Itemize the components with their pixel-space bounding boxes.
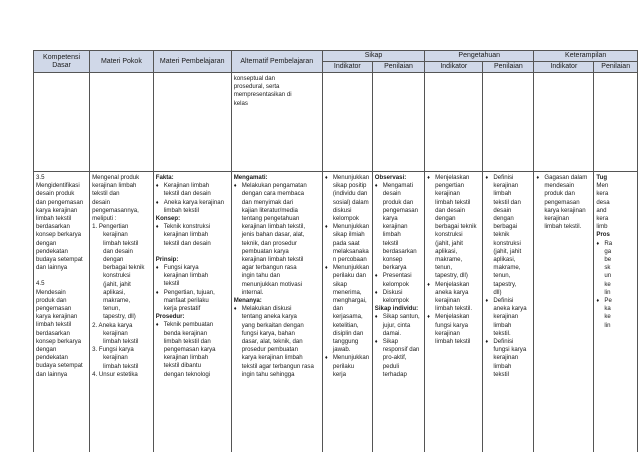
header-keterampilan: Keterampilan <box>534 51 638 62</box>
text-line: limbah tekstil <box>103 338 139 346</box>
text-line: yang berkaitan dengan <box>241 321 304 329</box>
cell-ket-penilaian <box>594 172 638 452</box>
text-line: menghargai, <box>332 297 367 305</box>
text-line: makrame, <box>103 297 131 305</box>
text-line: aneka karya <box>435 288 469 296</box>
header-peng-indikator: Indikator <box>425 62 483 73</box>
text-line: ♦ Sikap <box>375 338 422 346</box>
text-line <box>156 248 229 256</box>
text-line: budaya setempat <box>36 256 83 264</box>
text-line: Observasi: <box>374 174 407 181</box>
header-kompetensi-line1: Kompetensi <box>43 53 81 61</box>
text-line: terhadap <box>382 370 407 378</box>
text-line: ♦ Teknik pembuatan <box>156 321 229 329</box>
cell-peng-penilaian <box>483 172 534 452</box>
text-line: ♦ Gagasan dalam <box>536 174 591 182</box>
text-line: kerajinan limbah tekstil, <box>241 223 306 231</box>
text-line: (jahit, jahit <box>435 239 463 247</box>
text-line: konstruksi <box>103 272 131 280</box>
text-line: kerajinan <box>493 313 519 321</box>
text-line: tapestry, dll) <box>435 272 468 280</box>
text-line: dengan <box>36 346 57 354</box>
cell-ket-indikator <box>534 172 594 452</box>
text-line: produk dan <box>36 296 67 304</box>
text-line: pro-aktif, <box>382 354 407 362</box>
text-line: ♦ Menunjukkan <box>325 223 370 231</box>
text-line: internal. <box>241 288 264 296</box>
text-line: limbah tekstil dan <box>163 337 211 345</box>
text-line: ke <box>604 313 611 321</box>
text-line: pendekatan <box>36 354 68 362</box>
text-line: sikap positip <box>332 182 367 190</box>
text-line: kerajinan <box>103 231 128 239</box>
text-line: dengan <box>103 256 124 264</box>
text-line: Mengamati: <box>233 174 268 181</box>
text-line: kerja prestatif <box>163 305 201 313</box>
text-line: pengemasan <box>382 206 419 214</box>
text-line: perilaku dan <box>332 272 367 280</box>
header-kompetensi-line2: Dasar <box>52 61 71 69</box>
text-line: kelompok <box>382 297 409 305</box>
text-line: makrame, <box>493 264 521 272</box>
text-line: berbagai teknik <box>103 264 145 272</box>
text-line: konseptual dan <box>233 75 276 82</box>
header-sikap-indikator: Indikator <box>322 62 372 73</box>
text-line: konstruksi <box>435 231 463 239</box>
text-line: dan pengemasan <box>36 198 84 206</box>
text-line: 3. Fungsi karya <box>92 346 134 354</box>
text-line: limbah <box>382 231 401 239</box>
text-line: melaksanaka <box>332 247 369 255</box>
text-line: limbah tekstil <box>435 338 471 346</box>
text-line: mendesain <box>544 182 575 190</box>
text-line: makrame, <box>435 256 463 264</box>
text-line: kerajinan <box>382 223 408 231</box>
text-line: n percobaan <box>332 256 367 264</box>
text-line: pengemasan karya <box>163 346 216 354</box>
text-line: produk dan <box>544 190 575 198</box>
text-line: kerajinan <box>493 354 519 362</box>
text-line: sk <box>604 264 611 272</box>
text-line: be <box>604 256 612 264</box>
text-line: karya <box>382 215 398 223</box>
text-line: berdasarkan <box>36 223 70 231</box>
text-line: limbah <box>493 321 512 329</box>
text-line: desain <box>382 190 401 198</box>
text-line: pembuatan karya <box>241 247 289 255</box>
text-line: produk dan <box>382 198 414 206</box>
text-line: desain produk <box>36 190 75 198</box>
text-line: tanggung <box>332 338 359 346</box>
text-line: limb <box>596 223 608 231</box>
text-line: aplikasi, <box>493 256 516 264</box>
text-line: limbah tekstil <box>103 362 139 370</box>
text-line: 1. Pengertian <box>92 223 129 231</box>
text-line: ♦ Presentasi <box>375 272 422 280</box>
header-materi-pokok: Materi Pokok <box>90 51 154 73</box>
text-line: limbah tekstil <box>103 239 139 247</box>
cell-sikap-indikator <box>322 172 372 452</box>
text-line: dengan <box>493 215 514 223</box>
text-line: manfaat perilaku <box>163 296 209 304</box>
cell-sikap-penilaian <box>372 73 424 172</box>
cell-kompetensi <box>34 73 90 172</box>
text-line: Tug <box>596 174 608 181</box>
cell-ket-penilaian <box>594 73 638 172</box>
text-line: ♦ Menunjukkan <box>325 354 370 362</box>
text-line: limbah tekstil <box>163 206 199 214</box>
text-line: pengertian <box>435 182 464 190</box>
text-line: kelompok <box>332 215 359 223</box>
cell-alternatif <box>231 73 322 172</box>
cell-kompetensi <box>34 172 90 452</box>
text-line: desain <box>92 198 111 206</box>
text-line: Mengenal produk <box>92 174 140 181</box>
text-line: ♦ Pengertian, tujuan, <box>156 289 229 297</box>
text-line: Mendesain <box>36 288 66 296</box>
text-line: lin <box>604 288 611 296</box>
text-line: kerajinan <box>544 215 570 223</box>
text-line: Sikap individu: <box>374 305 419 313</box>
text-line: kera <box>596 215 609 223</box>
cell-materi-pembelajaran <box>153 73 231 172</box>
text-line: ingin tahu sehingga <box>241 370 295 378</box>
text-line: kajian literatur/media <box>241 206 298 214</box>
text-line: jujur, cinta <box>382 321 411 329</box>
text-line: pengemasannya, <box>92 206 139 214</box>
table-row <box>34 73 638 172</box>
text-line: berdasarkan <box>382 247 417 255</box>
text-line: kerajinan <box>435 297 460 305</box>
text-line: 2. Aneka karya <box>92 321 133 329</box>
text-line: ♦ Melakukan pengamatan <box>234 182 320 190</box>
text-line: limbah tekstil <box>36 321 72 329</box>
text-line: konsep <box>382 256 403 264</box>
header-alternatif-pembelajaran: Alternatif Pembelajaran <box>231 51 322 73</box>
text-line: prosedur pembuatan <box>241 346 298 354</box>
text-line: tapestry, <box>493 280 517 288</box>
text-line: tentang aneka karya <box>241 313 297 321</box>
table-row <box>34 172 638 452</box>
text-line: Konsep: <box>155 215 181 223</box>
text-line: agar terbangun rasa <box>241 264 297 272</box>
text-line: Fakta: <box>155 174 174 181</box>
text-line: aneka karya <box>493 305 527 313</box>
text-line: sosial) dalam <box>332 198 369 206</box>
text-line: sikap ilmiah <box>332 231 365 239</box>
cell-alternatif <box>231 172 322 452</box>
text-line: kerajinan limbah tekstil <box>241 256 304 264</box>
text-line: ♦ Menunjukkan <box>325 174 370 182</box>
text-line: kerajinan limbah <box>92 182 137 190</box>
text-line: kerja <box>332 370 347 378</box>
text-line: and <box>596 206 607 214</box>
text-line: kerajinan <box>103 329 128 337</box>
text-line: ♦ Menjelaskan <box>427 313 480 321</box>
text-line: ♦ Kerajinan limbah <box>156 182 229 190</box>
text-line: kerajinan <box>435 329 460 337</box>
text-line: budaya setempat <box>36 362 83 370</box>
text-line: konsep berkarya <box>36 337 82 345</box>
header-row-1 <box>34 51 638 62</box>
text-line: dan desain <box>103 247 133 255</box>
header-ket-penilaian: Penilaian <box>594 62 638 73</box>
text-line: ♦ Aneka karya kerajinan <box>156 199 229 207</box>
text-line: kelas <box>233 99 248 107</box>
header-peng-penilaian: Penilaian <box>483 62 534 73</box>
text-line: limbah tekstil. <box>435 305 473 313</box>
text-line: pengemasan <box>544 198 580 206</box>
cell-peng-indikator <box>425 73 483 172</box>
cell-peng-indikator <box>425 172 483 452</box>
text-line: tentang pengetahuan <box>241 215 300 223</box>
text-line: kera <box>596 190 609 198</box>
text-line: fungsi karya <box>493 346 527 354</box>
text-line: ♦ Teknik konstruksi <box>156 223 229 231</box>
text-line: tekstil <box>493 370 509 378</box>
cell-sikap-indikator <box>322 73 372 172</box>
header-kompetensi-dasar <box>34 51 90 73</box>
text-line: tekstil dan <box>92 190 120 198</box>
text-line: damai. <box>382 329 402 337</box>
text-line: ♦ Diskusi <box>375 289 422 297</box>
header-pengetahuan: Pengetahuan <box>425 51 534 62</box>
text-line: perilaku <box>332 362 355 370</box>
text-line: ♦ Pe <box>596 297 635 305</box>
cell-materi-pokok <box>90 73 154 172</box>
text-line: limbah tekstil. <box>544 223 582 231</box>
text-line: peduli <box>382 362 400 370</box>
text-line: dengan <box>435 215 456 223</box>
text-line: pendekatan <box>36 247 68 255</box>
text-line: 4.5 <box>36 280 45 288</box>
text-line: kelompok <box>382 280 409 288</box>
text-line: ♦ Definisi <box>485 297 531 305</box>
text-line: ♦ Menjelaskan <box>427 281 480 289</box>
text-line: menerima, <box>332 288 362 296</box>
text-line: limbah <box>493 190 512 198</box>
text-line: tekstil. <box>493 329 511 337</box>
text-line: pengemasan <box>36 305 72 313</box>
text-line: kerajinan <box>435 190 460 198</box>
text-line: dan <box>332 305 344 313</box>
cell-peng-penilaian <box>483 73 534 172</box>
text-line: tekstil dibantu <box>163 362 201 370</box>
text-line: ♦ Menjelaskan <box>427 174 480 182</box>
text-line: karya kerajinan <box>36 206 78 214</box>
header-sikap-penilaian: Penilaian <box>372 62 424 73</box>
text-line: Mengidentifikasi <box>36 182 80 190</box>
text-line: dasar, alat, teknik, dan <box>241 338 303 346</box>
text-line: dan lainnya <box>36 370 68 378</box>
text-line: 3.5 <box>36 174 45 181</box>
text-line: benda kerajinan <box>163 329 208 337</box>
text-line: berbagai <box>493 223 518 231</box>
cell-sikap-penilaian <box>372 172 424 452</box>
text-line: karya kerajinan limbah <box>241 354 303 362</box>
text-line: tenun, <box>103 305 121 313</box>
header-ket-indikator: Indikator <box>534 62 594 73</box>
text-line: dengan <box>36 239 57 247</box>
text-line: pada saat <box>332 239 360 247</box>
text-line: fungsi karya <box>435 321 469 329</box>
text-line: berkarya <box>382 264 407 272</box>
text-line: tekstil dan desain <box>163 190 211 198</box>
text-line: kerajinan limbah <box>163 354 209 362</box>
text-line: dan lainnya <box>36 264 68 272</box>
text-line: kerjasama, <box>332 313 363 321</box>
text-line: responsif dan <box>382 346 420 354</box>
text-line: ga <box>604 247 612 255</box>
text-line: lin <box>604 321 611 329</box>
text-line: Prosedur: <box>155 313 185 321</box>
text-line: kerajinan <box>103 354 128 362</box>
text-line: berbagai teknik <box>435 223 477 231</box>
text-line: limbah tekstil <box>435 198 471 206</box>
text-line: dan desain <box>435 206 465 214</box>
text-line: dan menyimak dari <box>241 198 294 206</box>
text-line: jawab. <box>332 346 351 354</box>
text-line: tekstil agar terbangun rasa <box>241 362 314 370</box>
text-line: kerajinan limbah <box>163 231 209 239</box>
text-line: ketelitian, <box>332 321 359 329</box>
text-line: tenun, <box>435 264 453 272</box>
text-line: prosedural, serta <box>233 83 280 91</box>
text-line: sikap <box>332 280 348 288</box>
cell-materi-pokok <box>90 172 154 452</box>
text-line: karya kerajinan <box>36 313 78 321</box>
text-line: un <box>604 272 612 280</box>
text-line: kerajinan limbah <box>163 272 209 280</box>
text-line: ingin tahu dan <box>241 272 281 280</box>
text-line: meliputi : <box>92 215 117 223</box>
header-sikap: Sikap <box>322 51 424 62</box>
text-line: limbah tekstil <box>36 215 72 223</box>
text-line: ♦ Fungsi karya <box>156 264 229 272</box>
text-line: Men <box>596 182 609 190</box>
text-line: konstruksi <box>493 239 521 247</box>
text-line: limbah <box>493 362 512 370</box>
text-line: ♦ Ra <box>596 240 635 248</box>
text-line: kerajinan <box>493 182 519 190</box>
text-line: tekstil <box>382 239 399 247</box>
text-line: Menanya: <box>233 297 262 305</box>
text-line: Prinsip: <box>155 255 179 263</box>
cell-ket-indikator <box>534 73 594 172</box>
text-line: teknik <box>493 231 510 239</box>
text-line: tenun, <box>493 272 511 280</box>
text-line: tekstil dan <box>493 198 521 206</box>
text-line: aplikasi, <box>103 288 126 296</box>
text-line: ♦ Menunjukkan <box>325 264 370 272</box>
text-line: ka <box>604 305 611 313</box>
text-line: dll) <box>493 288 502 296</box>
text-line: ♦ Definisi <box>485 174 531 182</box>
text-line: ♦ Mengamati <box>375 182 422 190</box>
text-line: desa <box>596 198 610 206</box>
text-line: ♦ Melakukan diskusi <box>234 305 320 313</box>
text-line: aplikasi, <box>435 247 458 255</box>
text-line: teknik, dan prosedur <box>241 239 297 247</box>
text-line: tekstil dan desain <box>163 239 211 247</box>
text-line: 4. Unsur estetika <box>92 370 138 378</box>
text-line: ♦ Definisi <box>485 338 531 346</box>
text-line: konsep berkarya <box>36 231 82 239</box>
text-line: (jahit, jahit <box>493 247 522 255</box>
syllabus-table <box>33 50 638 452</box>
text-line: diskusi <box>332 206 352 214</box>
text-line: (jahit, jahit <box>103 280 131 288</box>
text-line: karya kerajinan <box>544 206 586 214</box>
text-line: dengan teknologi <box>163 370 211 378</box>
text-line <box>36 272 87 280</box>
text-line: jenis bahan dasar, alat, <box>241 231 305 239</box>
cell-materi-pembelajaran <box>153 172 231 452</box>
text-line: fungsi karya, bahan <box>241 329 295 337</box>
text-line: ke <box>604 280 611 288</box>
text-line: dengan cara membaca <box>241 190 305 198</box>
text-line: tekstil <box>163 280 180 288</box>
header-materi-pembelajaran: Materi Pembelajaran <box>153 51 231 73</box>
text-line: Pros <box>596 231 610 239</box>
text-line: ♦ Sikap santun, <box>375 313 422 321</box>
text-line: berdasarkan <box>36 329 70 337</box>
text-line: desain <box>493 206 512 214</box>
text-line: disiplin dan <box>332 329 364 337</box>
text-line: (individu dan <box>332 190 368 198</box>
text-line: menunjukkan motivasi <box>241 280 303 288</box>
text-line: tapestry, dll) <box>103 313 136 321</box>
text-line: mempresentasikan di <box>233 91 292 99</box>
